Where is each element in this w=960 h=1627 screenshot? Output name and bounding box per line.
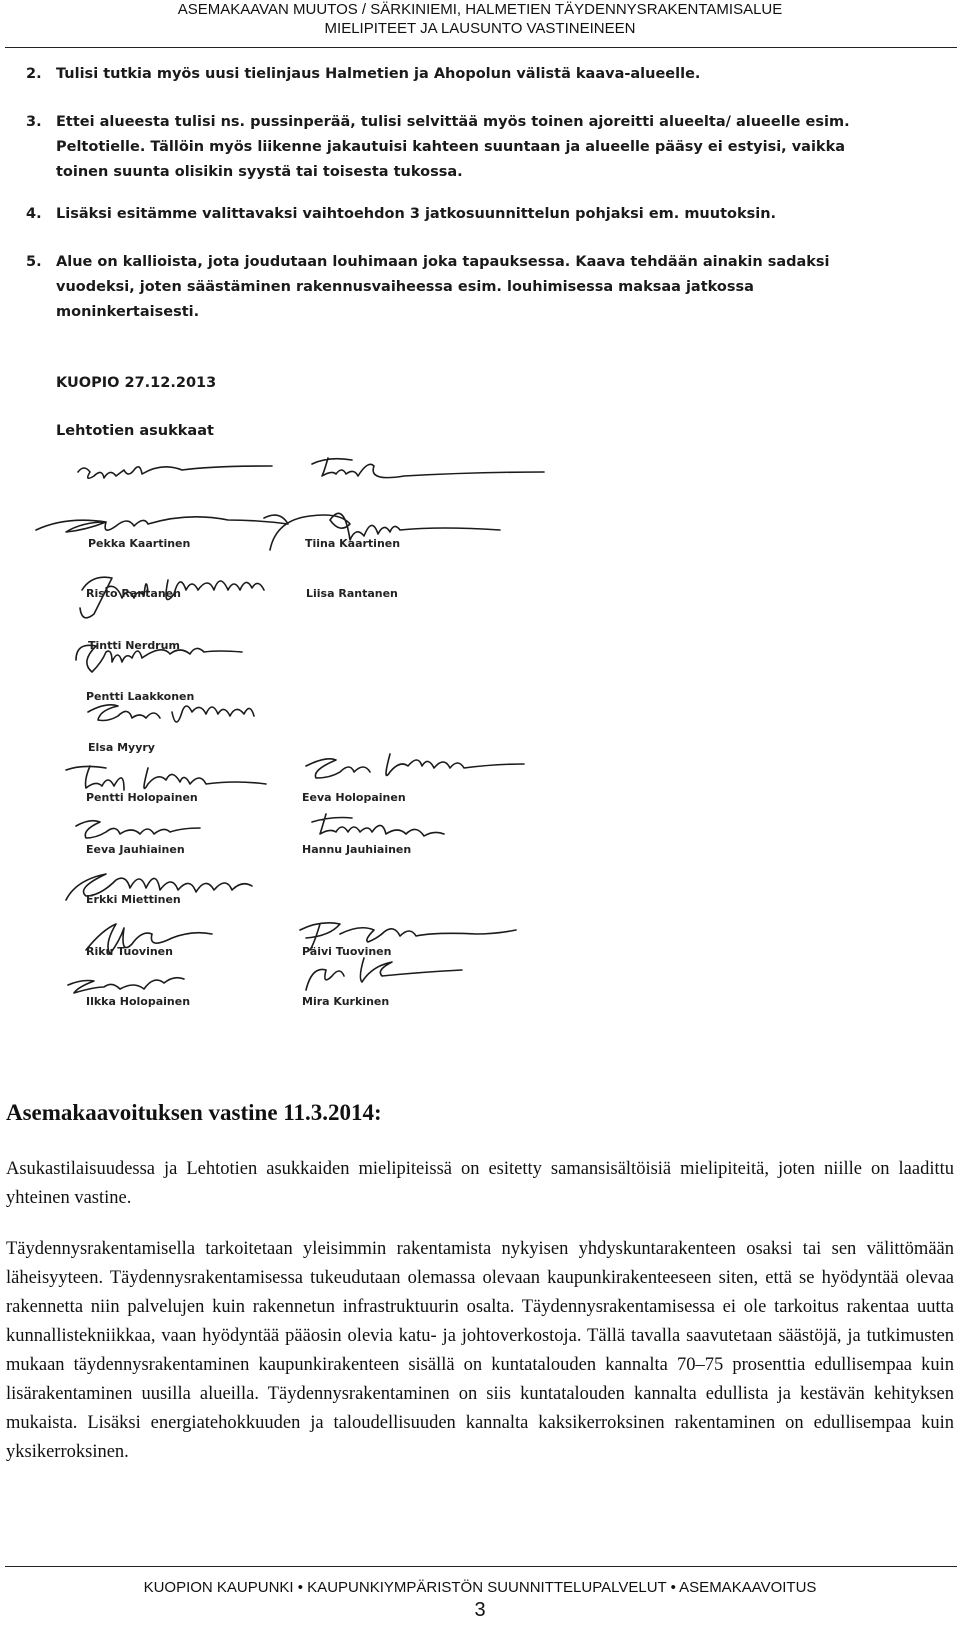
signature-risto-rantanen <box>36 515 288 532</box>
signature-elsa-myyry <box>88 705 254 722</box>
signatory-name: Hannu Jauhiainen <box>302 843 412 856</box>
item-text: Lisäksi esitämme valittavaksi vaihtoehdon 3 jatkosuunnittelun pohjaksi em. muutoksin. <box>56 206 777 222</box>
response-paragraph: Täydennysrakentamisella tarkoitetaan yleisimmin rakentamista nykyisen yhdyskuntarakenteen osaksi tai sen välittömään läheisyyteen. Täydennysrakentamisessa tukeudutaan olemassa olevaan kaupunkirakenteeseen siten, että se hyödyntää olevaa rakennetta niin palvelujen kuin rakennetun infrastruktuurin osalta. Täydennysrakentamisessa ei ole tarkoitus rakentaa uutta kunnallistekniikkaa, vaan hyödyntää pääosin olevia katu- ja johtoverkostoja. Tällä tavalla saavutetaan säästöjä, ja tutkimusten mukaan täydennysrakentaminen kaupunkirakenteen sisällä on kuntatalouden kannalta 70–75 prosenttia edullisempaa kuin lisärakentaminen uusilla alueilla. Täydennysrakentaminen on siis kuntatalouden kannalta edullista ja kestävän kehityksen mukaista. Lisäksi energiatehokkuuden ja taloudellisuuden kannalta kaksikerroksinen rakentaminen on edullisempaa kuin yksikerroksinen. <box>6 1239 954 1462</box>
signature-eeva-jauhiainen <box>76 821 200 838</box>
signatory-name: Eeva Holopainen <box>302 791 406 804</box>
item-number: 2. <box>26 66 42 82</box>
signature-hannu-jauhiainen <box>312 814 444 836</box>
signatory-group: Lehtotien asukkaat <box>56 423 214 439</box>
signatory-name: Päivi Tuovinen <box>302 945 392 958</box>
letter-item <box>26 250 856 325</box>
signatory-name: Erkki Miettinen <box>86 893 181 906</box>
letter-item <box>26 110 856 185</box>
handwritten-signatures <box>0 450 960 1010</box>
signature-eeva-holopainen <box>306 754 524 778</box>
scanned-letter <box>0 50 960 1008</box>
item-number: 5. <box>26 254 42 270</box>
signatory-name: Ilkka Holopainen <box>86 995 191 1008</box>
page-number: 3 <box>474 1599 486 1621</box>
signatory-name: Eeva Jauhiainen <box>86 843 185 856</box>
item-number: 3. <box>26 114 42 130</box>
page-header <box>0 0 960 38</box>
response-title: Asemakaavoituksen vastine 11.3.2014: <box>6 1100 382 1125</box>
signature-pentti-holopainen <box>66 766 266 790</box>
response-section <box>6 1099 954 1489</box>
signatory-name: Pekka Kaartinen <box>88 537 191 550</box>
item-text: Ettei alueesta tulisi ns. pussinperää, tulisi selvittää myös toinen ajoreitti alueelta/ alueelle esim. Peltotielle. Tällöin myös liikenne jakautuisi kahteen suuntaan ja alueelle pääsy ei estyisi, vaikka toinen suunta olisikin syystä tai toisesta tukossa. <box>56 114 850 180</box>
response-paragraph: Asukastilaisuudessa ja Lehtotien asukkaiden mielipiteissä on esitetty samansisältöisiä mielipiteitä, joten niille on laadittu yhteinen vastine. <box>6 1159 954 1208</box>
item-number: 4. <box>26 206 42 222</box>
signatory-name: Pentti Laakkonen <box>86 690 195 703</box>
signature-ilkka-holopainen <box>68 978 184 993</box>
signature-tiina-kaartinen <box>312 458 544 478</box>
signatory-name: Liisa Rantanen <box>306 587 398 600</box>
signature-pekka-kaartinen <box>78 466 272 478</box>
header-title: ASEMAKAAVAN MUUTOS / SÄRKINIEMI, HALMETIEN TÄYDENNYSRAKENTAMISALUE <box>177 1 783 18</box>
place-date: KUOPIO 27.12.2013 <box>56 375 217 391</box>
signatory-name: Riku Tuovinen <box>86 945 173 958</box>
letter-item <box>26 202 856 227</box>
page-footer: KUOPION KAUPUNKI • KAUPUNKIYMPÄRISTÖN SUUNNITTELUPALVELUT • ASEMAKAAVOITUS <box>143 1579 817 1596</box>
signatory-name: Mira Kurkinen <box>302 995 390 1008</box>
header-rule <box>5 47 957 48</box>
signatory-name: Elsa Myyry <box>88 741 155 754</box>
header-subtitle: MIELIPITEET JA LAUSUNTO VASTINEINEEN <box>324 20 636 37</box>
signatory-name: Pentti Holopainen <box>86 791 198 804</box>
signatory-name: Tintti Nerdrum <box>88 639 180 652</box>
signature-mira-kurkinen <box>306 958 462 990</box>
item-text: Alue on kallioista, jota joudutaan louhimaan joka tapauksessa. Kaava tehdään ainakin sadaksi vuodeksi, joten säästäminen rakennusvaiheessa esim. louhimisessa maksaa jatkossa moninkertaisesti. <box>56 254 830 320</box>
signatory-name: Risto Rantanen <box>86 587 181 600</box>
footer-rule <box>5 1566 957 1567</box>
item-text: Tulisi tutkia myös uusi tielinjaus Halmetien ja Ahopolun välistä kaava-alueelle. <box>56 66 701 82</box>
signature-block <box>0 450 960 1010</box>
signatory-name: Tiina Kaartinen <box>305 537 401 550</box>
letter-item <box>26 62 856 87</box>
